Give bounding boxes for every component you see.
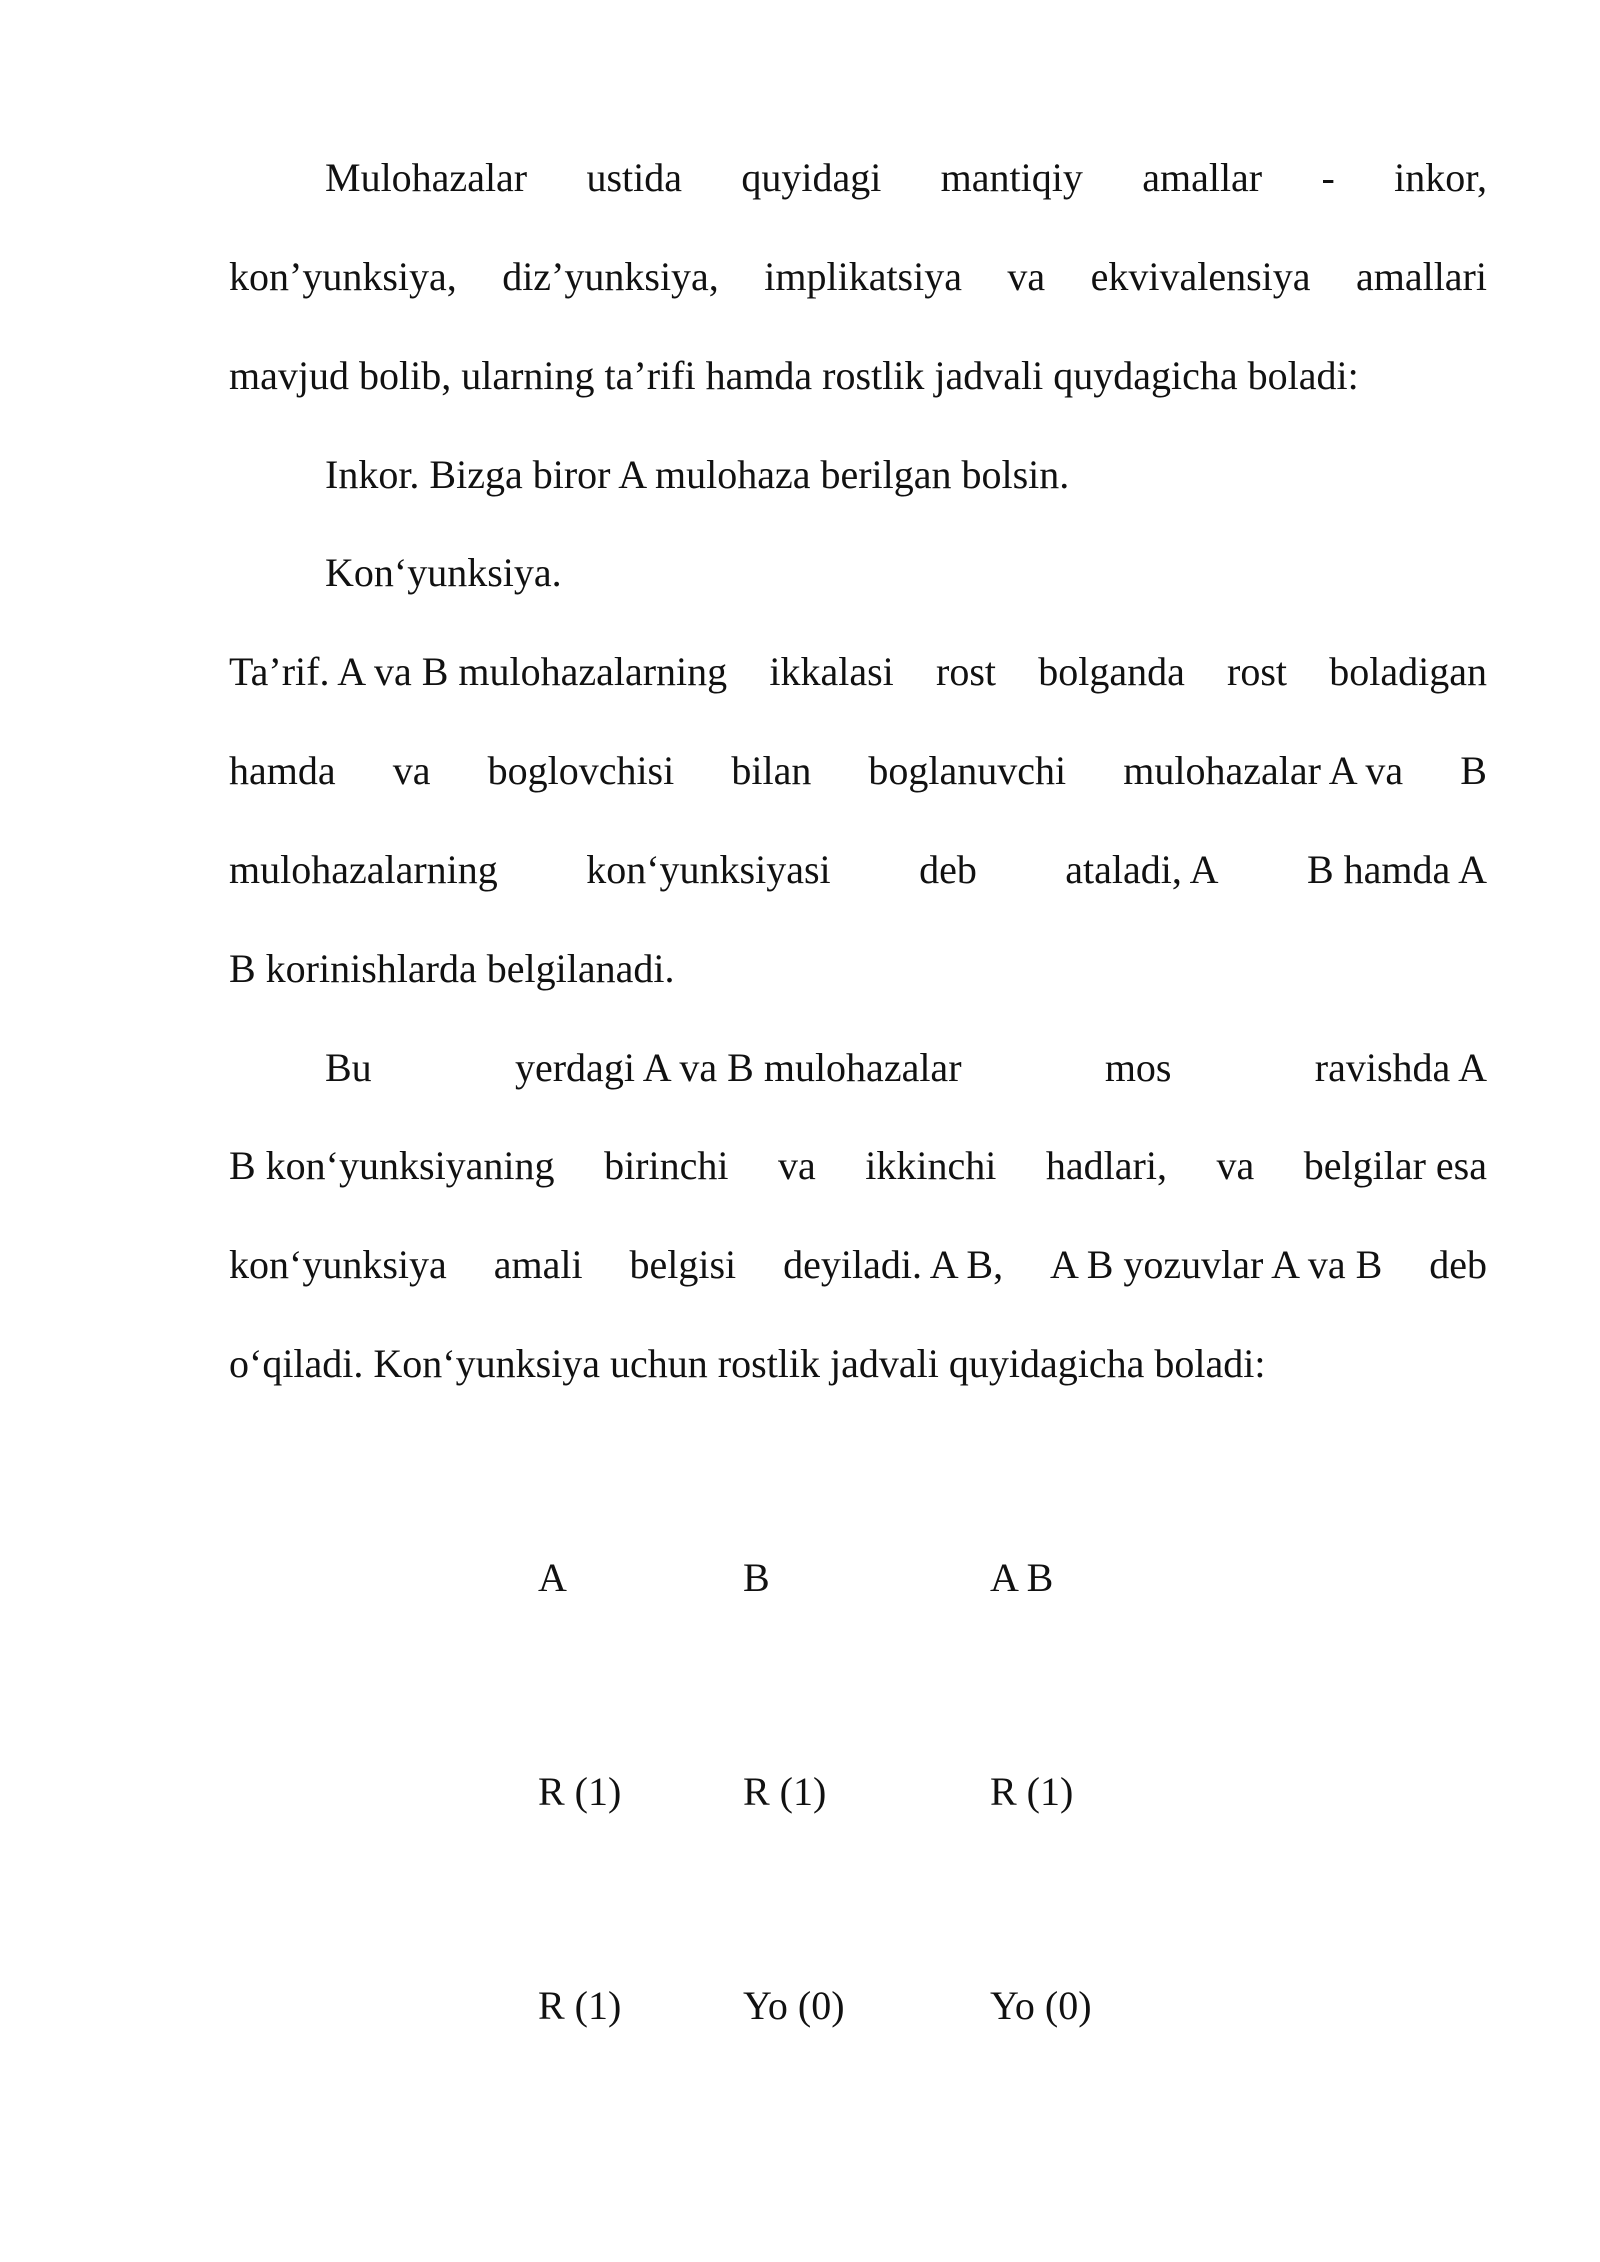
word: amallari: [1355, 254, 1487, 299]
paragraph-2-line-1: [325, 1044, 1487, 1092]
konyunksiya-heading: Kon‘yunksiya.: [325, 550, 562, 595]
word: rost: [936, 649, 996, 694]
word: kon‘yunksiya: [229, 1242, 447, 1287]
definition-line-4: B korinishlarda belgilanadi.: [229, 946, 675, 991]
paragraph-1-line-3: mavjud bolib, ularning ta’rifi hamda rostlik jadvali quydagicha boladi:: [229, 353, 1359, 398]
word: hadlari,: [1045, 1143, 1167, 1188]
word: inkor,: [1394, 155, 1487, 200]
word: rost: [1227, 649, 1288, 694]
word: birinchi: [604, 1143, 729, 1188]
word: bilan: [731, 748, 812, 793]
word: va: [1007, 254, 1046, 299]
word: A B yozuvlar A va B: [1050, 1242, 1383, 1287]
word: yerdagi A va B mulohazalar: [514, 1045, 962, 1090]
word: diz’yunksiya,: [502, 254, 719, 299]
word: deb: [919, 847, 977, 892]
word: kon‘yunksiyasi: [586, 847, 831, 892]
paragraph-1-line-1: [325, 154, 1487, 202]
word: va: [392, 748, 431, 793]
table-header-cell: B: [743, 1555, 770, 1600]
word: ustida: [586, 155, 683, 200]
definition-line-1: [229, 648, 1487, 696]
word: amallar: [1142, 155, 1263, 200]
paragraph-2-line-4: o‘qiladi. Kon‘yunksiya uchun rostlik jadvali quyidagicha boladi:: [229, 1341, 1266, 1386]
word: Ta’rif. A va B mulohazalarning: [229, 649, 728, 694]
word: quyidagi: [741, 155, 882, 200]
word: boglovchisi: [487, 748, 675, 793]
word: bolganda: [1038, 649, 1185, 694]
word: ravishda A: [1314, 1045, 1487, 1090]
word: ikkinchi: [865, 1143, 997, 1188]
definition-line-3: [229, 846, 1487, 894]
table-cell: R (1): [990, 1769, 1074, 1814]
word: implikatsiya: [764, 254, 962, 299]
word: Bu: [325, 1045, 372, 1090]
paragraph-2-line-3: [229, 1241, 1487, 1289]
table-cell: Yo (0): [990, 1983, 1092, 2028]
definition-line-2: [229, 747, 1487, 795]
table-cell: R (1): [538, 1983, 622, 2028]
paragraph-2-line-2: [229, 1142, 1487, 1190]
inkor-line: Inkor. Bizga biror A mulohaza berilgan bolsin.: [325, 452, 1070, 497]
table-header-cell: A: [538, 1555, 567, 1600]
word: mantiqiy: [940, 155, 1083, 200]
table-header-cell: A B: [990, 1555, 1054, 1600]
word: va: [778, 1143, 816, 1188]
word: deyiladi. A B,: [783, 1242, 1004, 1287]
word: -: [1321, 155, 1335, 200]
word: boladigan: [1329, 649, 1487, 694]
word: ikkalasi: [769, 649, 894, 694]
table-cell: Yo (0): [743, 1983, 845, 2028]
word: mulohazalarning: [229, 847, 498, 892]
word: hamda: [229, 748, 336, 793]
word: ekvivalensiya: [1090, 254, 1311, 299]
word: B: [1460, 748, 1487, 793]
word: boglanuvchi: [868, 748, 1067, 793]
word: B kon‘yunksiyaning: [229, 1143, 555, 1188]
word: belgilar esa: [1303, 1143, 1487, 1188]
paragraph-1-line-2: [229, 253, 1487, 301]
word: belgisi: [629, 1242, 737, 1287]
table-cell: R (1): [743, 1769, 827, 1814]
word: ataladi, A: [1065, 847, 1219, 892]
table-cell: R (1): [538, 1769, 622, 1814]
word: deb: [1429, 1242, 1487, 1287]
word: Mulohazalar: [325, 155, 528, 200]
word: mulohazalar A va: [1123, 748, 1404, 793]
word: kon’yunksiya,: [229, 254, 457, 299]
word: B hamda A: [1306, 847, 1487, 892]
word: mos: [1104, 1045, 1172, 1090]
word: va: [1216, 1143, 1255, 1188]
word: amali: [493, 1242, 583, 1287]
